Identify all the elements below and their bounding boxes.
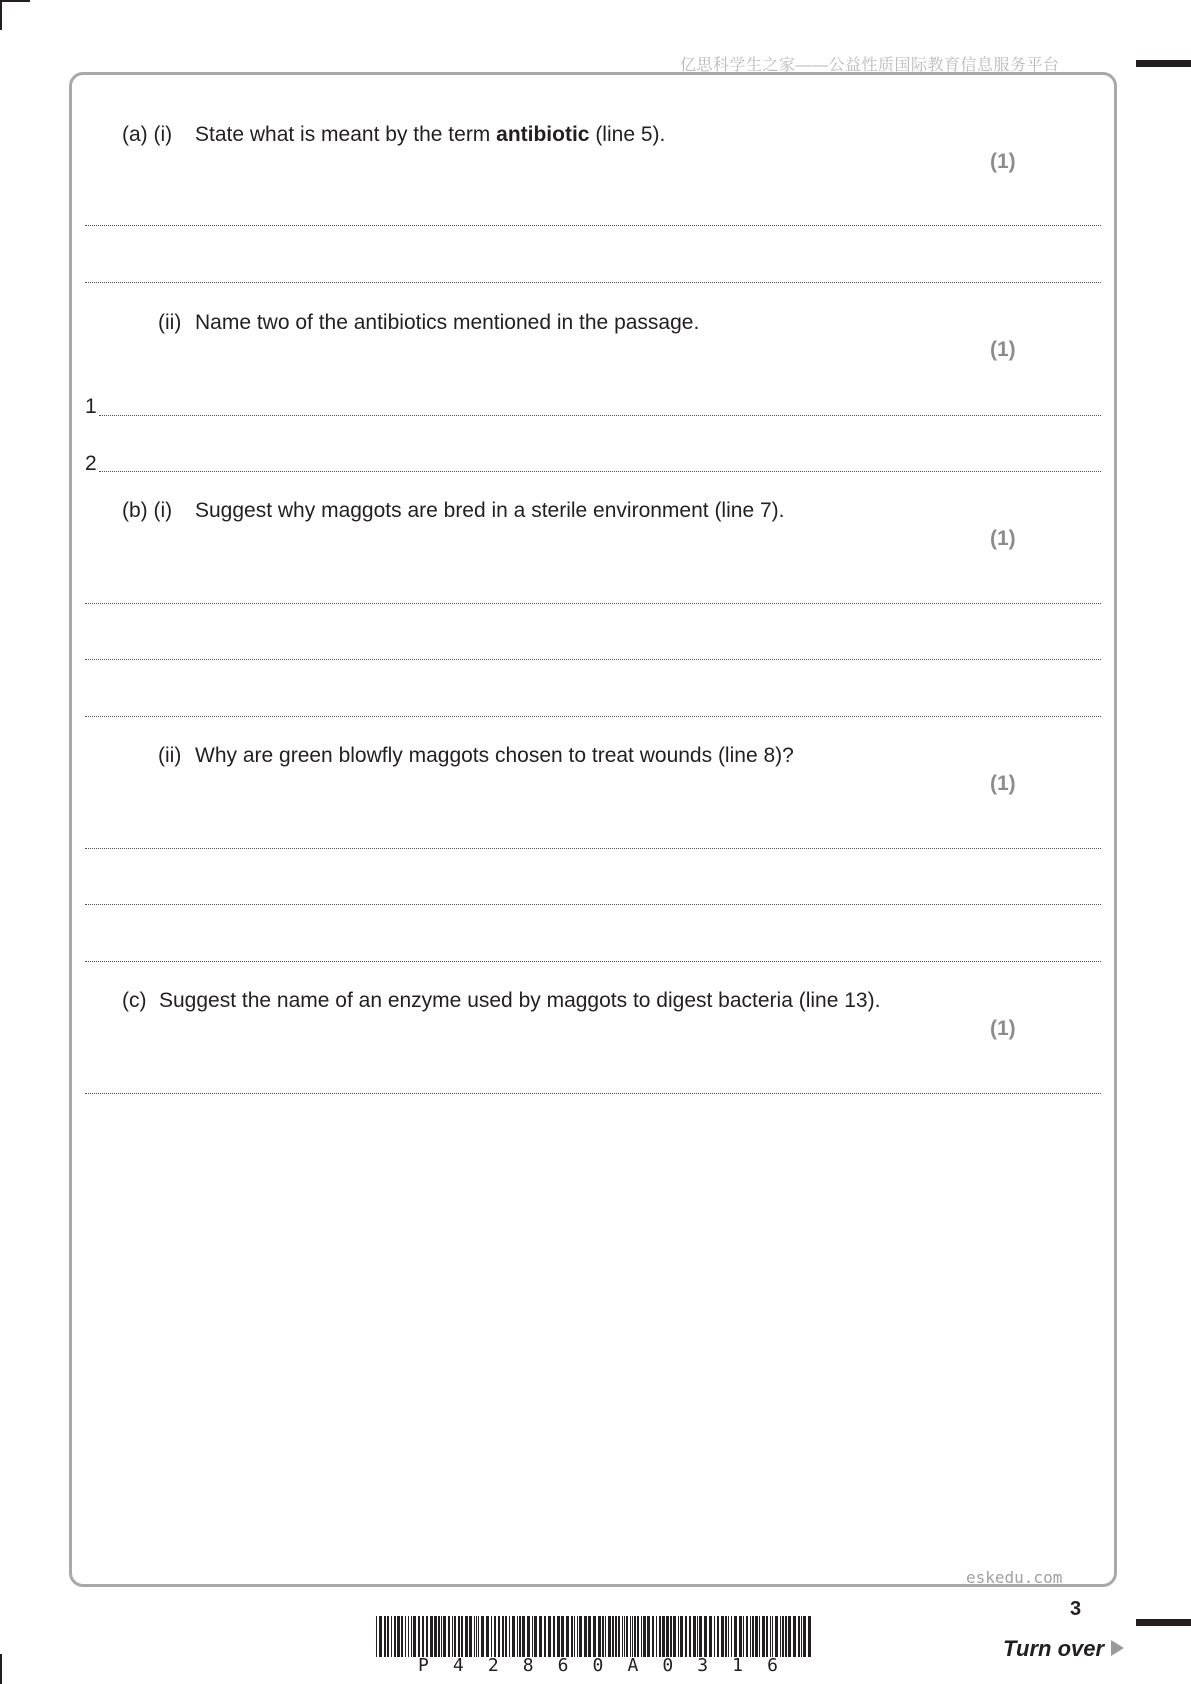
barcode-text bbox=[418, 1655, 778, 1676]
answer-line[interactable] bbox=[99, 471, 1101, 472]
answer-line[interactable] bbox=[85, 225, 1101, 226]
question-text: Name two of the antibiotics mentioned in the passage. bbox=[195, 311, 700, 334]
answer-number: 1 bbox=[85, 395, 97, 418]
answer-line[interactable] bbox=[85, 282, 1101, 283]
question-label: (ii) bbox=[158, 744, 182, 767]
crop-mark bbox=[0, 0, 2, 30]
question-label: (b) (i) bbox=[122, 499, 173, 522]
answer-line[interactable] bbox=[85, 659, 1101, 660]
registration-bar bbox=[1136, 1619, 1191, 1626]
question-b-i bbox=[122, 498, 784, 524]
footer-site-text: eskedu.com bbox=[966, 1568, 1063, 1587]
page-frame bbox=[69, 72, 1117, 1587]
answer-line[interactable] bbox=[99, 415, 1101, 416]
question-a-i bbox=[122, 122, 665, 148]
barcode-char: 8 bbox=[522, 1655, 534, 1676]
marks-label: (1) bbox=[990, 150, 1016, 173]
question-label: (ii) bbox=[158, 311, 182, 334]
question-text: Suggest the name of an enzyme used by maggots to digest bacteria (line 13). bbox=[159, 989, 881, 1012]
answer-line[interactable] bbox=[85, 904, 1101, 905]
marks-label: (1) bbox=[990, 1017, 1016, 1040]
barcode-char: 1 bbox=[732, 1655, 743, 1676]
turn-over-arrow-icon bbox=[1111, 1640, 1124, 1656]
question-text: (line 5). bbox=[589, 123, 666, 146]
answer-line[interactable] bbox=[85, 1093, 1101, 1094]
barcode-char: 0 bbox=[662, 1655, 674, 1676]
marks-label: (1) bbox=[990, 772, 1016, 795]
barcode-char: 2 bbox=[487, 1655, 499, 1676]
registration-bar bbox=[1136, 60, 1191, 67]
answer-number: 2 bbox=[85, 452, 97, 475]
watermark-text: 亿思科学生之家——公益性质国际教育信息服务平台 bbox=[680, 57, 1060, 74]
question-text: State what is meant by the term bbox=[195, 123, 497, 146]
question-text: Suggest why maggots are bred in a sterile environment (line 7). bbox=[195, 499, 785, 522]
bold-term: antibiotic bbox=[496, 123, 590, 146]
crop-mark bbox=[0, 0, 30, 2]
question-label: (c) bbox=[122, 989, 147, 1012]
barcode-char: 6 bbox=[767, 1655, 778, 1676]
barcode-icon bbox=[376, 1616, 811, 1657]
question-text: Why are green blowfly maggots chosen to treat wounds (line 8)? bbox=[195, 744, 794, 767]
marks-label: (1) bbox=[990, 338, 1016, 361]
barcode-char: 6 bbox=[557, 1655, 569, 1676]
crop-mark bbox=[0, 1654, 2, 1684]
question-c bbox=[122, 988, 880, 1014]
answer-line[interactable] bbox=[85, 848, 1101, 849]
answer-line[interactable] bbox=[85, 716, 1101, 717]
barcode-char: 4 bbox=[452, 1655, 464, 1676]
barcode-char: A bbox=[627, 1655, 639, 1676]
barcode-char: 3 bbox=[697, 1655, 709, 1676]
barcode-char: P bbox=[418, 1655, 429, 1676]
page-number: 3 bbox=[1070, 1598, 1082, 1620]
answer-line[interactable] bbox=[85, 603, 1101, 604]
turn-over-label: Turn over bbox=[1003, 1636, 1105, 1661]
barcode-char: 0 bbox=[592, 1655, 604, 1676]
marks-label: (1) bbox=[990, 527, 1016, 550]
answer-line[interactable] bbox=[85, 961, 1101, 962]
question-label: (a) (i) bbox=[122, 123, 173, 146]
question-b-ii bbox=[158, 743, 794, 769]
question-a-ii bbox=[158, 310, 699, 336]
